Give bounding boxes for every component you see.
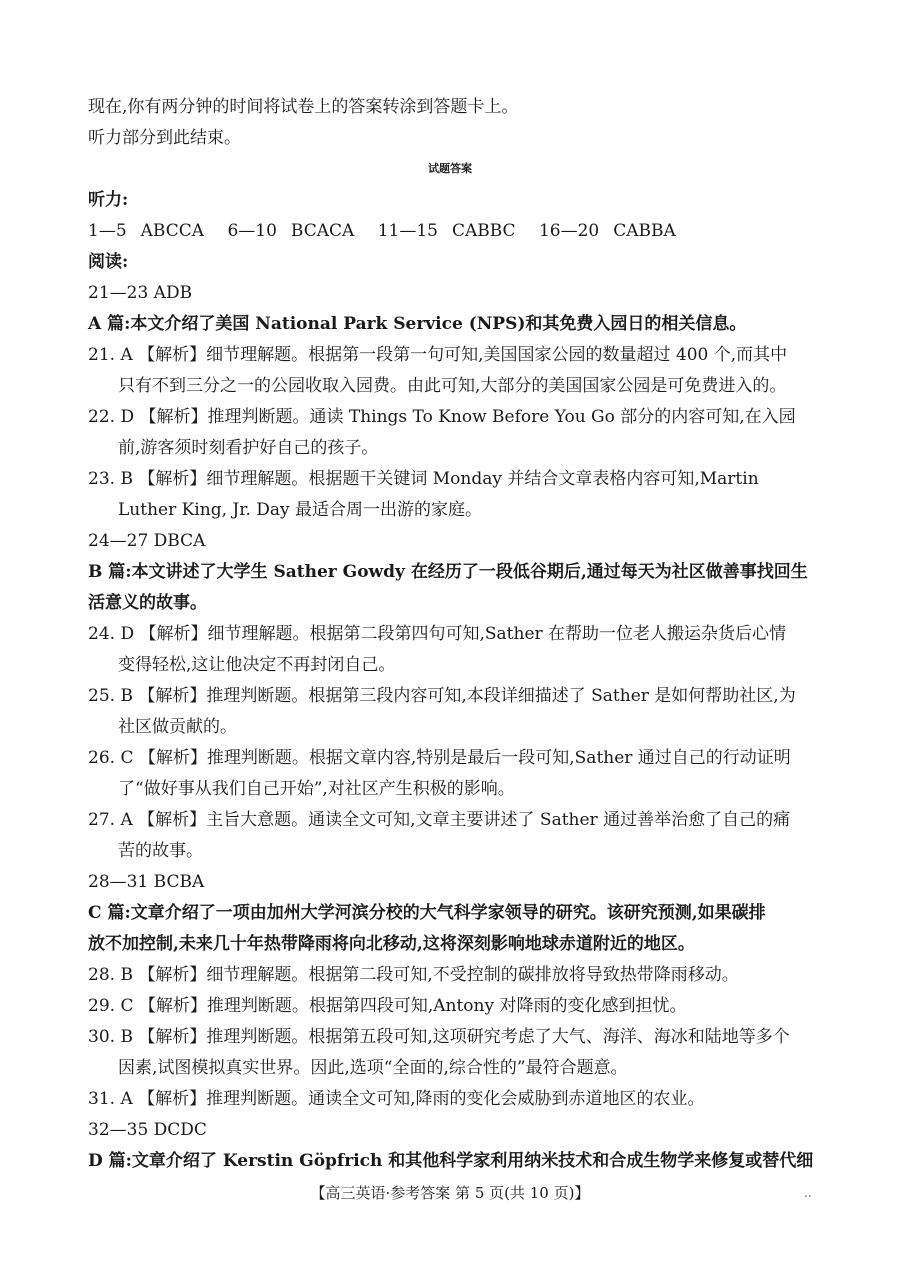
- question-24-line-2: 变得轻松,这让他决定不再封闭自己。: [118, 655, 396, 675]
- question-23-line-1: 23. B 【解析】细节理解题。根据题干关键词 Monday 并结合文章表格内容可知,Martin: [88, 469, 759, 489]
- question-27-line-2: 苦的故事。: [118, 841, 203, 861]
- passage-c-summary-line-1: C 篇:文章介绍了一项由加州大学河滨分校的大气科学家领导的研究。该研究预测,如果碳排: [88, 903, 766, 923]
- passage-a-answers: 21—23 ADB: [88, 283, 193, 303]
- question-26-line-2: 了“做好事从我们自己开始”,对社区产生积极的影响。: [118, 779, 515, 799]
- passage-b-answers: 24—27 DBCA: [88, 531, 206, 551]
- question-24-line-1: 24. D 【解析】细节理解题。根据第二段第四句可知,Sather 在帮助一位老人搬运杂货后心情: [88, 624, 787, 644]
- passage-c-summary-line-2: 放不加控制,未来几十年热带降雨将向北移动,这将深刻影响地球赤道附近的地区。: [88, 934, 695, 954]
- question-28: 28. B 【解析】细节理解题。根据第二段可知,不受控制的碳排放将导致热带降雨移动。: [88, 965, 739, 985]
- passage-a-summary: A 篇:本文介绍了美国 National Park Service (NPS)和其免费入园日的相关信息。: [88, 314, 747, 334]
- corner-mark: ..: [804, 1186, 812, 1200]
- listening-answer: CABBC: [451, 221, 516, 241]
- question-30-line-1: 30. B 【解析】推理判断题。根据第五段可知,这项研究考虑了大气、海洋、海冰和陆地等多个: [88, 1027, 790, 1047]
- question-21-line-1: 21. A 【解析】细节理解题。根据第一段第一句可知,美国国家公园的数量超过 400 个,而其中: [88, 345, 788, 365]
- listening-range: 11—15: [377, 221, 438, 241]
- passage-d-summary-line-1: D 篇:文章介绍了 Kerstin Göpfrich 和其他科学家利用纳米技术和合成生物学来修复或替代细: [88, 1151, 814, 1171]
- listening-range: 16—20: [538, 221, 600, 241]
- question-22-line-2: 前,游客须时刻看护好自己的孩子。: [118, 438, 379, 458]
- question-22-line-1: 22. D 【解析】推理判断题。通读 Things To Know Before You Go 部分的内容可知,在入园: [88, 407, 796, 427]
- intro-line-1: 现在,你有两分钟的时间将试卷上的答案转涂到答题卡上。: [88, 97, 519, 117]
- reading-label: 阅读:: [88, 252, 129, 272]
- question-25-line-1: 25. B 【解析】推理判断题。根据第三段内容可知,本段详细描述了 Sather 是如何帮助社区,为: [88, 686, 796, 706]
- passage-b-summary-line-1: B 篇:本文讲述了大学生 Sather Gowdy 在经历了一段低谷期后,通过每天为社区做善事找回生: [88, 562, 808, 582]
- page-footer: 【高三英语·参考答案 第 5 页(共 10 页)】: [310, 1184, 590, 1202]
- passage-b-summary-line-2: 活意义的故事。: [88, 593, 207, 613]
- question-27-line-1: 27. A 【解析】主旨大意题。通读全文可知,文章主要讲述了 Sather 通过善举治愈了自己的痛: [88, 810, 791, 830]
- question-31: 31. A 【解析】推理判断题。通读全文可知,降雨的变化会威胁到赤道地区的农业。: [88, 1089, 705, 1109]
- intro-line-2: 听力部分到此结束。: [88, 128, 241, 148]
- passage-d-answers: 32—35 DCDC: [88, 1120, 207, 1140]
- section-heading: 试题答案: [428, 162, 472, 175]
- question-30-line-2: 因素,试图模拟真实世界。因此,选项“全面的,综合性的”最符合题意。: [118, 1058, 628, 1078]
- question-21-line-2: 只有不到三分之一的公园收取入园费。由此可知,大部分的美国国家公园是可免费进入的。: [118, 376, 787, 396]
- listening-label: 听力:: [88, 190, 129, 210]
- question-25-line-2: 社区做贡献的。: [118, 717, 237, 737]
- question-26-line-1: 26. C 【解析】推理判断题。根据文章内容,特别是最后一段可知,Sather 通过自己的行动证明: [88, 748, 791, 768]
- passage-c-answers: 28—31 BCBA: [88, 872, 205, 892]
- listening-answer: BCACA: [290, 221, 355, 241]
- listening-answers: [88, 220, 694, 242]
- question-29: 29. C 【解析】推理判断题。根据第四段可知,Antony 对降雨的变化感到担忧。: [88, 996, 687, 1016]
- listening-range: 1—5: [88, 221, 127, 241]
- listening-answer: CABBA: [613, 221, 676, 241]
- listening-range: 6—10: [227, 221, 277, 241]
- listening-answer: ABCCA: [140, 221, 205, 241]
- question-23-line-2: Luther King, Jr. Day 最适合周一出游的家庭。: [118, 500, 483, 520]
